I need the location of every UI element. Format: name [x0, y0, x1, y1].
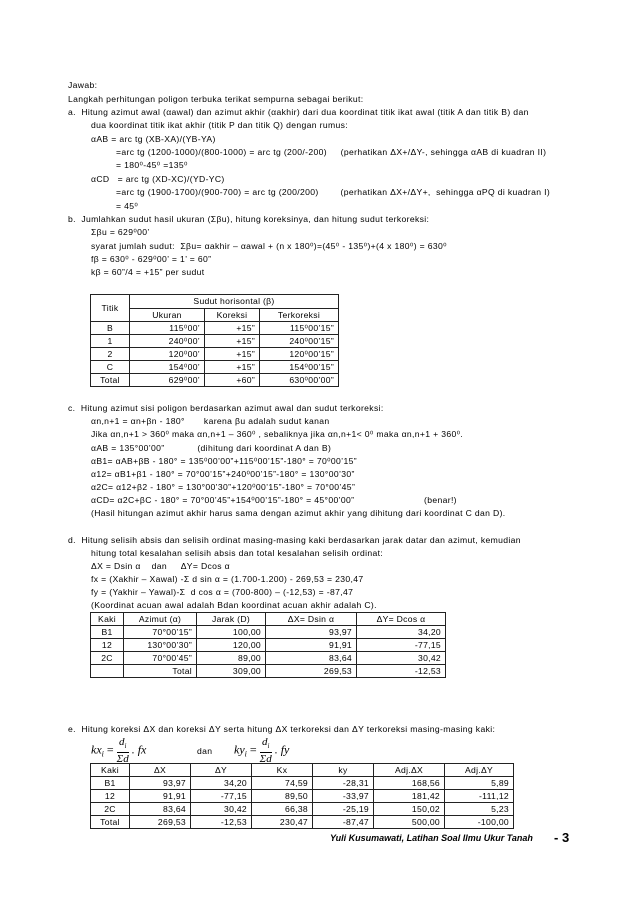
section-a-line-2: dua koordinat titik ikat akhir (titik P dan titik Q) dengan rumus: [91, 120, 348, 130]
cell-dx: 83,64 [130, 803, 191, 816]
cell-dy: -77,15 [357, 639, 446, 652]
formula-kx-fraction [117, 736, 129, 765]
cell-ukuran: 154⁰00’ [130, 361, 205, 374]
section-b-line-3: syarat jumlah sudut: Σβu= αakhir – αawal + (n x 180⁰)=(45⁰ - 135⁰)+(4 x 180⁰) = 630⁰ [91, 241, 447, 251]
cell-kx: 89,50 [252, 790, 313, 803]
cell-dy: 30,42 [191, 803, 252, 816]
cell-koreksi: +60” [205, 374, 260, 387]
cell-kaki: 2C [91, 652, 124, 665]
cell-titik: 1 [91, 335, 130, 348]
cell-koreksi: +15” [205, 348, 260, 361]
cell-jarak: 100,00 [197, 626, 266, 639]
cell-kaki: 12 [91, 790, 130, 803]
cell-adj-dx: 168,56 [374, 777, 445, 790]
table-row [91, 803, 514, 816]
section-c-line-3: Jika αn,n+1 > 360⁰ maka αn,n+1 – 360⁰ , sebaliknya jika αn,n+1< 0⁰ maka αn,n+1 + 360⁰. [91, 429, 464, 439]
intro-line: Langkah perhitungan poligon terbuka terikat sempurna sebagai berikut: [68, 94, 364, 104]
cell-dx: 269,53 [266, 665, 357, 678]
cell-koreksi: +15” [205, 322, 260, 335]
section-c-line-9: (Hasil hitungan azimut akhir harus sama dengan azimut akhir yang dihitung dari koordinat C dan D). [91, 508, 506, 518]
koreksi-table [90, 763, 514, 829]
cell-adj-dx: 150,02 [374, 803, 445, 816]
section-d-line-2: hitung total kesalahan selisih absis dan total kesalahan selisih ordinat: [91, 548, 384, 558]
cell-kx: 66,38 [252, 803, 313, 816]
col-titik-header: Titik [91, 295, 130, 322]
cell-ukuran: 629⁰00’ [130, 374, 205, 387]
table-row [91, 361, 339, 374]
cell-adj-dx: 181,42 [374, 790, 445, 803]
table-row [91, 790, 514, 803]
cell-ky: -25,19 [313, 803, 374, 816]
cell-jarak: 309,00 [197, 665, 266, 678]
cell-dx: 269,53 [130, 816, 191, 829]
col-koreksi-header: Koreksi [205, 308, 260, 322]
cell-terkoreksi: 115⁰00’15” [260, 322, 339, 335]
formula-ky-num-sub: i [267, 742, 270, 751]
section-c-line-5: αB1= αAB+βB - 180° = 135⁰00’00”+115⁰00’15”-180° = 70⁰00’15” [91, 456, 357, 466]
section-d-line-6: (Koordinat acuan awal adalah Bdan koordinat acuan akhir adalah C). [91, 600, 377, 610]
section-a-line-3: αAB = arc tg (XB-XA)/(YB-YA) [91, 134, 216, 144]
table-row-total [91, 665, 446, 678]
cell-dx: 91,91 [266, 639, 357, 652]
header-jarak: Jarak (D) [197, 613, 266, 626]
col-terkoreksi-header: Terkoreksi [260, 308, 339, 322]
cell-dy: 30,42 [357, 652, 446, 665]
cell-dx: 91,91 [130, 790, 191, 803]
section-c-line-2: αn,n+1 = αn+βn - 180° karena βu adalah sudut kanan [91, 416, 330, 426]
formula-kx-den: Σd [116, 753, 129, 766]
header-azimut: Azimut (α) [124, 613, 197, 626]
table-row [91, 639, 446, 652]
cell-azimut: 130°00’30” [124, 639, 197, 652]
cell-terkoreksi: 120⁰00’15” [260, 348, 339, 361]
cell-dy: -12,53 [191, 816, 252, 829]
formula-kx-num: d [118, 736, 125, 748]
header-dy: ΔY= Dcos α [357, 613, 446, 626]
formula-ky-sub: i [244, 749, 247, 759]
cell-kx: 230,47 [252, 816, 313, 829]
cell-adj-dy: -111,12 [445, 790, 514, 803]
table-row-total [91, 374, 339, 387]
cell-titik: Total [91, 374, 130, 387]
section-d-line-3: ΔX = Dsin α dan ΔY= Dcos α [91, 561, 231, 571]
cell-titik: 2 [91, 348, 130, 361]
header-dx: ΔX= Dsin α [266, 613, 357, 626]
section-a-line-1: a. Hitung azimut awal (αawal) dan azimut akhir (αakhir) dari dua koordinat titik ikat awal (titik A dan titik B) dan [68, 107, 529, 117]
section-c-line-8: αCD= α2C+βC - 180° = 70°00’45”+154⁰00’15”-180° = 45°00’00” [91, 495, 355, 505]
formula-kx: $kx_i$ = $\frac{d_i}{\Sigma d}$ . fx [91, 736, 147, 766]
table-row [91, 348, 339, 361]
section-b-line-5: kβ = 60”/4 = +15” per sudut [91, 267, 205, 277]
section-a-line-8: = 45⁰ [116, 201, 139, 211]
cell-dy: -77,15 [191, 790, 252, 803]
section-c-benar: (benar!) [424, 495, 457, 505]
section-b-line-2: Σβu = 629⁰00’ [91, 227, 150, 237]
section-b-line-4: fβ = 630⁰ - 629⁰00’ = 1’ = 60” [91, 254, 212, 264]
cell-ukuran: 120⁰00’ [130, 348, 205, 361]
cell-ukuran: 240⁰00’ [130, 335, 205, 348]
cell-kaki: Total [91, 816, 130, 829]
cell-dx: 93,97 [266, 626, 357, 639]
formula-ky-tail: . fy [274, 742, 290, 757]
formula-ky-fraction [260, 736, 272, 765]
cell-koreksi: +15” [205, 361, 260, 374]
cell-terkoreksi: 240⁰00’15” [260, 335, 339, 348]
table-row [91, 652, 446, 665]
footer-author: Yuli Kusumawati, Latihan Soal Ilmu Ukur Tanah [330, 833, 533, 843]
sudut-group-header: Sudut horisontal (β) [130, 295, 339, 309]
cell-azimut: 70°00’15” [124, 626, 197, 639]
cell-terkoreksi: 154⁰00’15” [260, 361, 339, 374]
cell-dy: -12,53 [357, 665, 446, 678]
table-row [91, 322, 339, 335]
formula-ky-num: d [261, 736, 268, 748]
header-adj-dx: Adj.ΔX [374, 764, 445, 777]
header-dx: ΔX [130, 764, 191, 777]
cell-dx: 93,97 [130, 777, 191, 790]
table-row [91, 626, 446, 639]
formula-ky: $ky_i$ = $\frac{d_i}{\Sigma d}$ . fy [234, 736, 290, 766]
cell-koreksi: +15” [205, 335, 260, 348]
cell-adj-dx: 500,00 [374, 816, 445, 829]
cell-kaki: B1 [91, 626, 124, 639]
cell-jarak: 89,00 [197, 652, 266, 665]
cell-dy: 34,20 [357, 626, 446, 639]
header-ky: ky [313, 764, 374, 777]
formula-kx-tail: . fx [131, 742, 147, 757]
header-adj-dy: Adj.ΔY [445, 764, 514, 777]
cell-titik: C [91, 361, 130, 374]
cell-kaki: 2C [91, 803, 130, 816]
cell-ky: -87,47 [313, 816, 374, 829]
header-kx: Kx [252, 764, 313, 777]
section-b-line-1: b. Jumlahkan sudut hasil ukuran (Σβu), hitung koreksinya, dan hitung sudut terkoreksi: [68, 214, 430, 224]
cell-azimut: 70°00’45” [124, 652, 197, 665]
formula-kx-num-sub: i [124, 742, 127, 751]
section-c-line-7: α2C= α12+β2 - 180° = 130°00’30”+120⁰00’15”-180° = 70°00’45” [91, 482, 356, 492]
cell-kaki: B1 [91, 777, 130, 790]
col-ukuran-header: Ukuran [130, 308, 205, 322]
cell-ky: -28,31 [313, 777, 374, 790]
cell-titik: B [91, 322, 130, 335]
cell-ukuran: 115⁰00’ [130, 322, 205, 335]
formula-kx-sub: i [101, 749, 104, 759]
header-kaki: Kaki [91, 764, 130, 777]
cell-dx: 83,64 [266, 652, 357, 665]
formula-ky-lhs: ky [234, 742, 245, 757]
cell-jarak: 120,00 [197, 639, 266, 652]
table-row-total [91, 816, 514, 829]
section-a-line-5: = 180⁰-45⁰ =135⁰ [116, 160, 188, 170]
formula-ky-den: Σd [259, 753, 272, 766]
cell-kx: 74,59 [252, 777, 313, 790]
formula-kx-lhs: kx [91, 742, 102, 757]
cell-adj-dy: 5,89 [445, 777, 514, 790]
section-d-line-1: d. Hitung selisih absis dan selisih ordinat masing-masing kaki berdasarkan jarak datar dan azimut, kemudian [68, 535, 521, 545]
cell-adj-dy: -100,00 [445, 816, 514, 829]
cell-kaki [91, 665, 124, 678]
section-e-line-1: e. Hitung koreksi ΔX dan koreksi ΔY serta hitung ΔX terkoreksi dan ΔY terkoreksi masing-masing kaki: [68, 724, 496, 734]
cell-adj-dy: 5,23 [445, 803, 514, 816]
jawab-label: Jawab: [68, 80, 98, 90]
section-a-line-4: =arc tg (1200-1000)/(800-1000) = arc tg (200/-200) (perhatikan ΔX+/ΔY-, sehingga αAB di kuadran II) [116, 147, 547, 157]
page-number: - 3 [554, 830, 570, 845]
header-dy: ΔY [191, 764, 252, 777]
section-d-line-4: fx = (Xakhir – Xawal) -Σ d sin α = (1.700-1.200) - 269,53 = 230,47 [91, 574, 364, 584]
cell-dy: 34,20 [191, 777, 252, 790]
section-c-line-4: αAB = 135°00’00” (dihitung dari koordinat A dan B) [91, 443, 332, 453]
section-c-line-6: α12= αB1+β1 - 180° = 70°00’15”+240⁰00’15”-180° = 130°00’30” [91, 469, 355, 479]
cell-kaki: 12 [91, 639, 124, 652]
cell-ky: -33,97 [313, 790, 374, 803]
table-row [91, 335, 339, 348]
cell-terkoreksi: 630⁰00’00” [260, 374, 339, 387]
header-kaki: Kaki [91, 613, 124, 626]
section-d-line-5: fy = (Yakhir – Yawal)-Σ d cos α = (700-800) – (-12,53) = -87,47 [91, 587, 354, 597]
sudut-table [90, 294, 339, 387]
section-a-line-6: αCD = arc tg (XD-XC)/(YD-YC) [91, 174, 225, 184]
selisih-table [90, 612, 446, 678]
formula-dan: dan [197, 746, 213, 756]
table-row [91, 777, 514, 790]
cell-azimut: Total [124, 665, 197, 678]
section-a-line-7: =arc tg (1900-1700)/(900-700) = arc tg (200/200) (perhatikan ΔX+/ΔY+, sehingga αPQ di kuadran I) [116, 187, 551, 197]
section-c-line-1: c. Hitung azimut sisi poligon berdasarkan azimut awal dan sudut terkoreksi: [68, 403, 384, 413]
